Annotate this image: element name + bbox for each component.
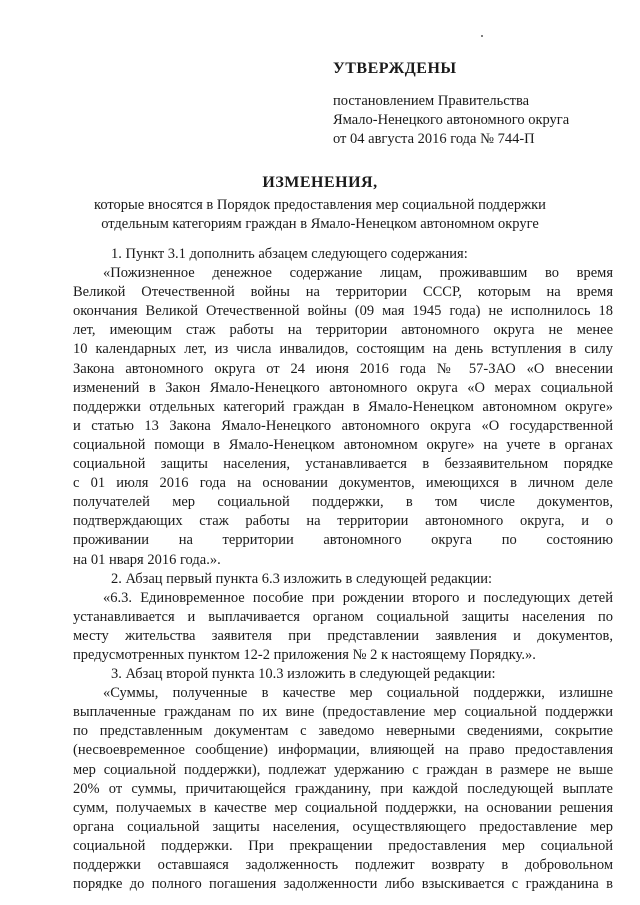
body-line: социальной защиты населения, устанавливается в беззаявительном порядке [73, 456, 613, 473]
body-line: окончания Великой Отечественной войны (09 мая 1945 года) не исполнилось 18 [73, 303, 613, 320]
body-line: получателей мер социальной поддержки, в том числе документов, [73, 494, 613, 511]
body-line: по представленным документам с заведомо неверными сведениями, сокрытие [73, 723, 613, 740]
body-line: социальной помощи в Ямало-Ненецком автономном округе» на учете в органах [73, 436, 613, 453]
body-line: предусмотренных пунктом 12-2 приложения № 2 к настоящему Порядку.». [73, 646, 536, 663]
decree-line: постановлением Правительства [333, 93, 530, 109]
body-line: лет, имеющим стаж работы на территории автономного округа не менее [73, 322, 613, 339]
body-line: изменений в Закон Ямало-Ненецкого автономного округа «О мерах социальной [73, 379, 613, 396]
body-line: социальной поддержки. При прекращении предоставления мер социальной [73, 837, 613, 854]
body-line: сумм, получаемых в качестве мер социальной поддержки, на основании решения [73, 799, 613, 816]
body-line: мер социальной поддержки), подлежат удержанию с граждан в размере не выше [73, 761, 613, 778]
body-line: «Суммы, полученные в качестве мер социальной поддержки, излишне [103, 685, 613, 702]
scan-speck [481, 35, 483, 37]
body-line: выплаченные гражданам по их вине (предоставление мер социальной поддержки [73, 704, 613, 721]
body-line: Закона автономного округа от 24 июня 2016 года № 57-ЗАО «О внесении [73, 360, 613, 377]
body-line: устанавливается и выплачивается органом социальной защиты населения по [73, 608, 613, 625]
body-line: 10 календарных лет, из числа инвалидов, состоящим на день вступления в силу [73, 341, 613, 358]
document-subtitle [0, 196, 640, 234]
document-title: ИЗМЕНЕНИЯ, [262, 174, 378, 191]
subtitle-line: которые вносятся в Порядок предоставления мер социальной поддержки [94, 197, 546, 213]
decree-line: от 04 августа 2016 года № 744-П [333, 131, 535, 147]
body-line: и статью 13 Закона Ямало-Ненецкого автономного округа «О государственной [73, 417, 613, 434]
body-line: на 01 нваря 2016 года.». [73, 551, 221, 568]
decree-reference [333, 92, 569, 149]
body-line: «6.3. Единовременное пособие при рождении второго и последующих детей [103, 589, 613, 606]
body-line: «Пожизненное денежное содержание лицам, проживавшим во время [103, 265, 613, 282]
body-line: 20% от суммы, причитающейся гражданину, при каждой последующей выплате [73, 780, 613, 797]
body-line: органа социальной защиты населения, осуществляющего предоставление мер [73, 818, 613, 835]
body-line: поддержки оставшаяся задолженность подлежит возврату в добровольном [73, 857, 613, 873]
document-body [73, 245, 613, 894]
body-line: проживании на территории автономного округа по состоянию [73, 532, 613, 549]
body-line: с 01 июля 2016 года на основании документов, имеющихся в личном деле [73, 475, 613, 492]
body-line: (несвоевременное сообщение) информации, влияющей на право предоставления [73, 742, 613, 759]
body-line: порядке до полного погашения задолженности либо взыскивается с гражданина в [73, 876, 613, 893]
body-line: месту жительства заявителя при представлении заявления и документов, [73, 627, 613, 644]
item-3-heading: 3. Абзац второй пункта 10.3 изложить в следующей редакции: [111, 666, 496, 683]
decree-line: Ямало-Ненецкого автономного округа [333, 112, 570, 128]
item-1-heading: 1. Пункт 3.1 дополнить абзацем следующего содержания: [111, 246, 468, 262]
body-line: Великой Отечественной войны на территории СССР, которым на время [73, 284, 613, 301]
body-line: подтверждающих стаж работы на территории автономного округа, и о [73, 513, 613, 530]
approved-heading: УТВЕРЖДЕНЫ [333, 60, 457, 77]
item-2-heading: 2. Абзац первый пункта 6.3 изложить в следующей редакции: [111, 570, 492, 587]
body-line: поддержки отдельных категорий граждан в Ямало-Ненецком автономном округе» [73, 398, 613, 415]
subtitle-line: отдельным категориям граждан в Ямало-Ненецком автономном округе [101, 216, 539, 232]
